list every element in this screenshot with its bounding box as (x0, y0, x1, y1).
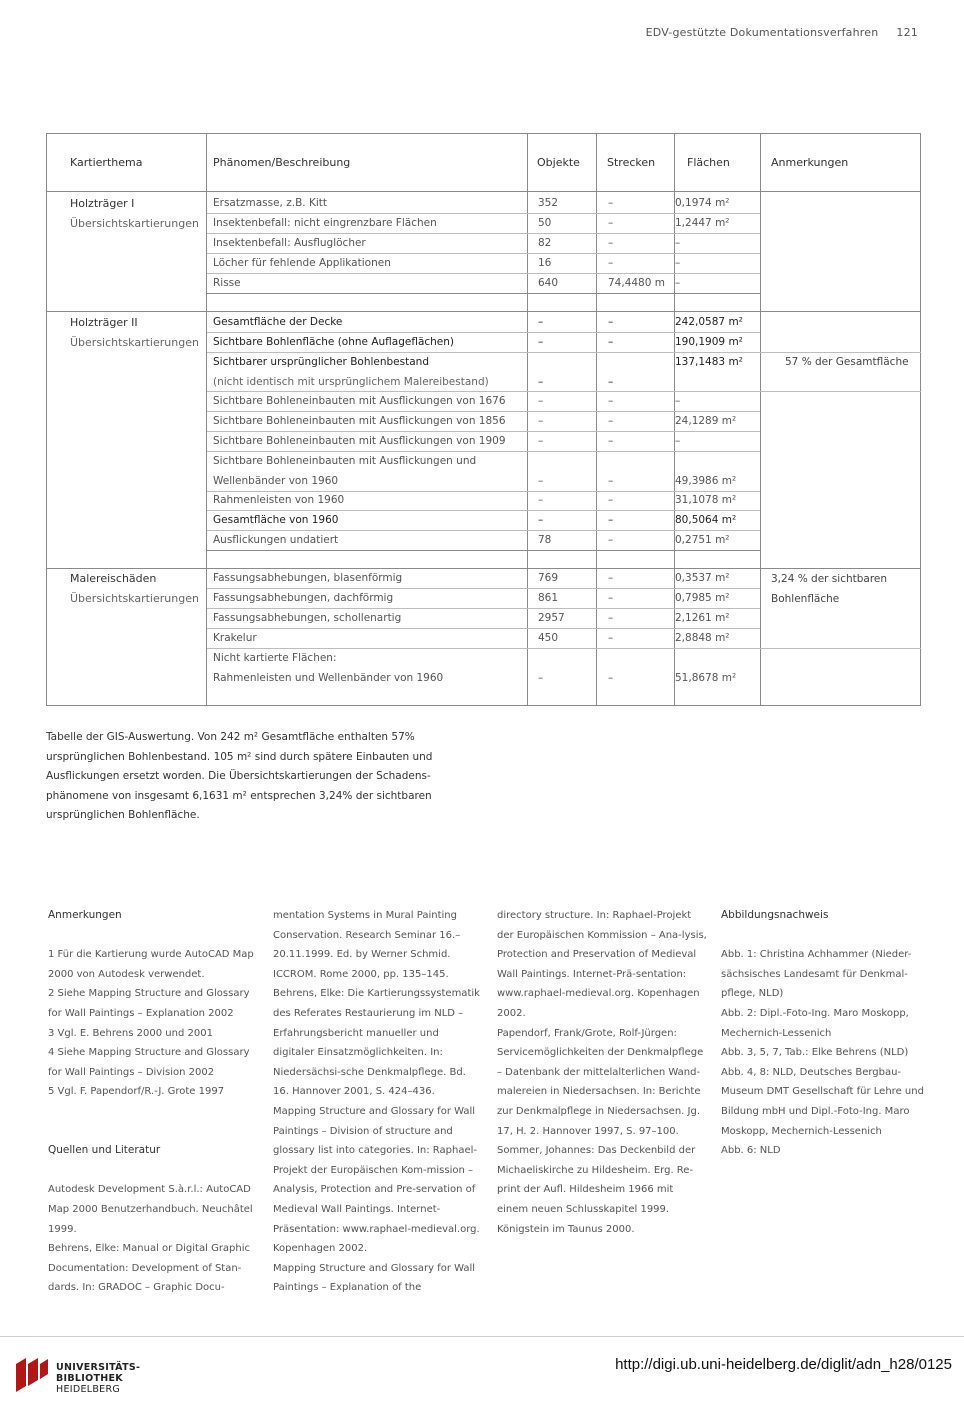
cell-phaenomen: Risse (213, 277, 241, 289)
credits-column (721, 906, 931, 1161)
cell-strecken: – (608, 336, 614, 348)
cell-phaenomen (213, 353, 523, 392)
cell-flaechen: – (675, 237, 681, 249)
table-row (207, 609, 760, 628)
cell-objekte: 16 (538, 257, 552, 269)
header-objekte: Objekte (537, 156, 580, 169)
cell-flaechen: 0,2751 m² (675, 534, 730, 546)
cell-flaechen: – (675, 435, 681, 447)
table-row (207, 531, 760, 550)
cell-strecken: – (608, 632, 614, 644)
cell-phaenomen: Fassungsabhebungen, dachförmig (213, 592, 394, 604)
cell-objekte: 78 (538, 534, 552, 546)
cell-phaenomen-line: Sichtbare Bohleneinbauten mit Ausflickungen und (213, 455, 477, 467)
footer-divider (0, 1336, 964, 1337)
column-divider (760, 134, 761, 705)
cell-objekte: – (538, 376, 544, 388)
spacer (721, 926, 931, 946)
group-title: Holzträger I (70, 197, 135, 210)
table-row (207, 274, 760, 293)
note-item: 4 Siehe Mapping Structure and Glossary for Wall Paintings – Division 2002 (48, 1047, 250, 1078)
cell-phaenomen: Sichtbare Bohleneinbauten mit Ausflickungen von 1856 (213, 415, 506, 427)
cell-flaechen: 1,2447 m² (675, 217, 730, 229)
table-row (207, 234, 760, 253)
cell-objekte: – (538, 395, 544, 407)
cell-phaenomen-line: Wellenbänder von 1960 (213, 474, 339, 487)
table-row (207, 353, 760, 392)
group-label (70, 194, 199, 234)
cell-phaenomen: Rahmenleisten von 1960 (213, 494, 345, 506)
note-item: 1 Für die Kartierung wurde AutoCAD Map 2000 von Autodesk verwendet. (48, 949, 254, 980)
row-divider (207, 293, 760, 294)
table-row (207, 649, 760, 688)
note-item: 5 Vgl. F. Papendorf/R.-J. Grote 1997 (48, 1086, 225, 1098)
cell-strecken: – (608, 572, 614, 584)
cell-phaenomen (213, 452, 523, 491)
logo-line: UNIVERSITÄTS- (56, 1362, 141, 1373)
literature-item: Behrens, Elke: Manual or Digital Graphic Documentation: Development of Stan-dards. In: GRADOC – Graphic Docu- (48, 1243, 251, 1294)
cell-flaechen: 242,0587 m² (675, 316, 743, 328)
cell-objekte: – (538, 415, 544, 427)
cell-objekte: 861 (538, 592, 559, 604)
table-row (207, 432, 760, 451)
cell-flaechen: – (675, 395, 681, 407)
credit-item: Abb. 4, 8: NLD, Deutsches Bergbau-Museum DMT Gesellschaft für Lehre und Bildung mbH und Dipl.-Foto-Ing. Maro Moskopp, Mechernich-Lessenich (721, 1066, 924, 1137)
literature-heading: Quellen und Literatur (48, 1144, 161, 1157)
group-title: Holzträger II (70, 316, 138, 329)
logo-line: BIBLIOTHEK (56, 1373, 123, 1384)
cell-strecken: – (608, 395, 614, 407)
cell-strecken: – (608, 197, 614, 209)
group-subtitle: Übersichtskartierungen (70, 592, 199, 605)
gis-table (46, 133, 921, 706)
table-header (47, 134, 920, 192)
cell-objekte: – (538, 475, 544, 487)
table-row (207, 629, 760, 648)
cell-flaechen: 2,8848 m² (675, 632, 730, 644)
cell-flaechen: 31,1078 m² (675, 494, 737, 506)
group-label (70, 569, 199, 609)
header-phaenomen: Phänomen/Beschreibung (213, 156, 351, 169)
permalink-url[interactable]: http://digi.ub.uni-heidelberg.de/diglit/adn_h28/0125 (615, 1356, 952, 1373)
cell-flaechen: – (675, 257, 681, 269)
table-row (207, 589, 760, 608)
literature-column-3 (497, 906, 707, 1239)
credits-heading: Abbildungsnachweis (721, 909, 829, 921)
cell-strecken: – (608, 494, 614, 506)
literature-item: Behrens, Elke: Die Kartierungssystematik des Referates Restaurierung im NLD – Erfahrungsbericht manueller und digitaler Einsatzmöglichkeiten. In: Niedersächsi-sche Denkmalpflege. Bd. 16. Hannover 2001, S. 424–436. (273, 988, 480, 1098)
cell-strecken: – (608, 514, 614, 526)
header-flaechen: Flächen (687, 156, 730, 169)
cell-objekte: 450 (538, 632, 559, 644)
cell-objekte: 2957 (538, 612, 565, 624)
cell-phaenomen: Insektenbefall: nicht eingrenzbare Flächen (213, 217, 437, 229)
literature-item: Mapping Structure and Glossary for Wall Paintings – Explanation of the (273, 1262, 476, 1294)
group-subtitle: Übersichtskartierungen (70, 217, 199, 230)
note-divider (760, 391, 921, 392)
group-title: Malereischäden (70, 572, 157, 585)
cell-objekte: 352 (538, 197, 559, 209)
table-row (207, 333, 760, 352)
cell-flaechen: 137,1483 m² (675, 356, 743, 368)
cell-phaenomen-line: Sichtbarer ursprünglicher Bohlenbestand (213, 356, 429, 368)
note-item: 3 Vgl. E. Behrens 2000 und 2001 (48, 1027, 213, 1039)
header-anmerkungen: Anmerkungen (771, 156, 849, 169)
spacer (48, 1122, 258, 1142)
cell-flaechen: 51,8678 m² (675, 672, 737, 684)
cell-objekte: – (538, 672, 544, 684)
cell-strecken: – (608, 217, 614, 229)
cell-strecken: – (608, 257, 614, 269)
cell-phaenomen: Sichtbare Bohleneinbauten mit Ausflickungen von 1676 (213, 395, 506, 407)
note-line: 3,24 % der sichtbaren (771, 573, 888, 585)
cell-phaenomen: Insektenbefall: Ausfluglöcher (213, 237, 366, 249)
cell-flaechen: – (675, 277, 681, 289)
cell-phaenomen-line: Rahmenleisten und Wellenbänder von 1960 (213, 671, 444, 684)
literature-column-2 (273, 906, 483, 1298)
table-row (207, 569, 760, 588)
literature-item: mentation Systems in Mural Painting Conservation. Research Seminar 16.–20.11.1999. Ed. by Werner Schmid. ICCROM. Rome 2000, pp. 135–145. (273, 910, 461, 980)
cell-strecken: – (608, 415, 614, 427)
spacer (48, 1102, 258, 1122)
cell-phaenomen: Sichtbare Bohleneinbauten mit Ausflickungen von 1909 (213, 435, 506, 447)
library-logo-text (56, 1362, 140, 1395)
cell-phaenomen: Sichtbare Bohlenfläche (ohne Auflageflächen) (213, 336, 455, 348)
table-row (207, 214, 760, 233)
literature-item: directory structure. In: Raphael-Projekt der Europäischen Kommission – Ana-lysis, Protection and Preservation of Medieval Wall Paintings. Internet-Prä-sentation: www.raphael-medieval.org. Kopenhagen 2002. (497, 910, 707, 1019)
cell-objekte: 640 (538, 277, 559, 289)
credit-item: Abb. 3, 5, 7, Tab.: Elke Behrens (NLD) (721, 1047, 909, 1059)
cell-phaenomen: Löcher für fehlende Applikationen (213, 257, 391, 269)
cell-objekte: 50 (538, 217, 552, 229)
cell-flaechen: 49,3986 m² (675, 475, 737, 487)
cell-flaechen: 0,3537 m² (675, 572, 730, 584)
cell-flaechen: 2,1261 m² (675, 612, 730, 624)
cell-strecken: – (608, 475, 614, 487)
cell-objekte: – (538, 494, 544, 506)
table-row (207, 254, 760, 273)
cell-strecken: – (608, 435, 614, 447)
cell-flaechen: 80,5064 m² (675, 514, 737, 526)
group-label (70, 313, 199, 353)
note-text: 57 % der Gesamtfläche (785, 356, 909, 368)
cell-strecken: – (608, 376, 614, 388)
literature-item: Sommer, Johannes: Das Deckenbild der Michaeliskirche zu Hildesheim. Erg. Re-print der Aufl. Hildesheim 1966 mit einem neuen Schlusskapitel 1999. Königstein im Taunus 2000. (497, 1145, 696, 1235)
cell-phaenomen: Gesamtfläche von 1960 (213, 514, 339, 526)
cell-objekte: – (538, 435, 544, 447)
cell-phaenomen: Fassungsabhebungen, blasenförmig (213, 572, 403, 584)
literature-item: Autodesk Development S.à.r.l.: AutoCAD Map 2000 Benutzerhandbuch. Neuchâtel 1999. (48, 1184, 253, 1235)
group-divider (47, 311, 207, 312)
table-row (207, 511, 760, 530)
table-row (207, 491, 760, 510)
spacer (48, 1161, 258, 1181)
credit-item: Abb. 1: Christina Achhammer (Nieder-sächsisches Landesamt für Denkmal-pflege, NLD) (721, 949, 912, 1000)
cell-flaechen: 24,1289 m² (675, 415, 737, 427)
note-text (771, 569, 887, 609)
spacer (48, 926, 258, 946)
cell-objekte: – (538, 514, 544, 526)
cell-phaenomen: Gesamtfläche der Decke (213, 316, 343, 328)
literature-item: Papendorf, Frank/Grote, Rolf-Jürgen: Servicemöglichkeiten der Denkmalpflege – Datenbank der mittelalterlichen Wand-malereien in Niedersachsen. In: Berichte zur Denkmalpflege in Niedersachsen. Jg. 17, H. 2. Hannover 1997, S. 97–100. (497, 1027, 704, 1137)
cell-flaechen: 190,1909 m² (675, 336, 743, 348)
notes-column (48, 906, 258, 1298)
table-row (207, 412, 760, 431)
table-caption: Tabelle der GIS-Auswertung. Von 242 m² Gesamtfläche enthalten 57% ursprünglichen Bohlenbestand. 105 m² sind durch spätere Einbauten und Ausflickungen ersetzt worden. Die Übersichtskartierungen der Schadens-phänomene von insgesamt 6,1631 m² entsprechen 3,24% der sichtbaren ursprünglichen Bohlenfläche. (46, 731, 433, 822)
row-divider (207, 311, 760, 312)
cell-phaenomen: Ausflickungen undatiert (213, 534, 339, 546)
cell-phaenomen-line: Nicht kartierte Flächen: (213, 652, 337, 664)
table-row (207, 313, 760, 332)
cell-strecken: – (608, 534, 614, 546)
cell-strecken: – (608, 612, 614, 624)
note-line: Bohlenfläche (771, 593, 840, 605)
cell-objekte: – (538, 336, 544, 348)
note-item: 2 Siehe Mapping Structure and Glossary for Wall Paintings – Explanation 2002 (48, 988, 250, 1019)
cell-flaechen: 0,7985 m² (675, 592, 730, 604)
cell-flaechen: 0,1974 m² (675, 197, 730, 209)
credit-item: Abb. 6: NLD (721, 1145, 781, 1157)
cell-phaenomen: Ersatzmasse, z.B. Kitt (213, 197, 327, 209)
notes-heading: Anmerkungen (48, 909, 122, 921)
row-divider (207, 550, 760, 551)
table-row (207, 392, 760, 411)
library-logo-icon (12, 1356, 52, 1394)
running-head-title: EDV-gestützte Dokumentationsverfahren (645, 26, 879, 39)
cell-phaenomen: Krakelur (213, 632, 257, 644)
cell-objekte: 769 (538, 572, 559, 584)
cell-phaenomen-line: (nicht identisch mit ursprünglichem Malereibestand) (213, 375, 489, 388)
cell-strecken: 74,4480 m (608, 277, 665, 289)
cell-phaenomen (213, 649, 523, 688)
cell-strecken: – (608, 592, 614, 604)
group-subtitle: Übersichtskartierungen (70, 336, 199, 349)
cell-phaenomen: Fassungsabhebungen, schollenartig (213, 612, 402, 624)
logo-line: HEIDELBERG (56, 1384, 121, 1395)
note-divider (760, 648, 921, 649)
cell-strecken: – (608, 672, 614, 684)
table-row (207, 452, 760, 491)
header-strecken: Strecken (607, 156, 656, 169)
group-divider (760, 311, 921, 312)
literature-item: Mapping Structure and Glossary for Wall Paintings – Division of structure and glossary list into categories. In: Raphael-Projekt der Europäischen Kom-mission – Analysis, Protection and Pre-servation of Medieval Wall Paintings. Internet-Präsentation: www.raphael-medieval.org. Kopenhagen 2002. (273, 1105, 480, 1255)
cell-objekte: 82 (538, 237, 552, 249)
cell-objekte: – (538, 316, 544, 328)
cell-strecken: – (608, 237, 614, 249)
cell-strecken: – (608, 316, 614, 328)
running-head (646, 26, 918, 39)
table-row (207, 194, 760, 213)
page-number: 121 (896, 26, 918, 39)
credit-item: Abb. 2: Dipl.-Foto-Ing. Maro Moskopp, Mechernich-Lessenich (721, 1007, 909, 1039)
header-kartierthema: Kartierthema (70, 156, 143, 169)
